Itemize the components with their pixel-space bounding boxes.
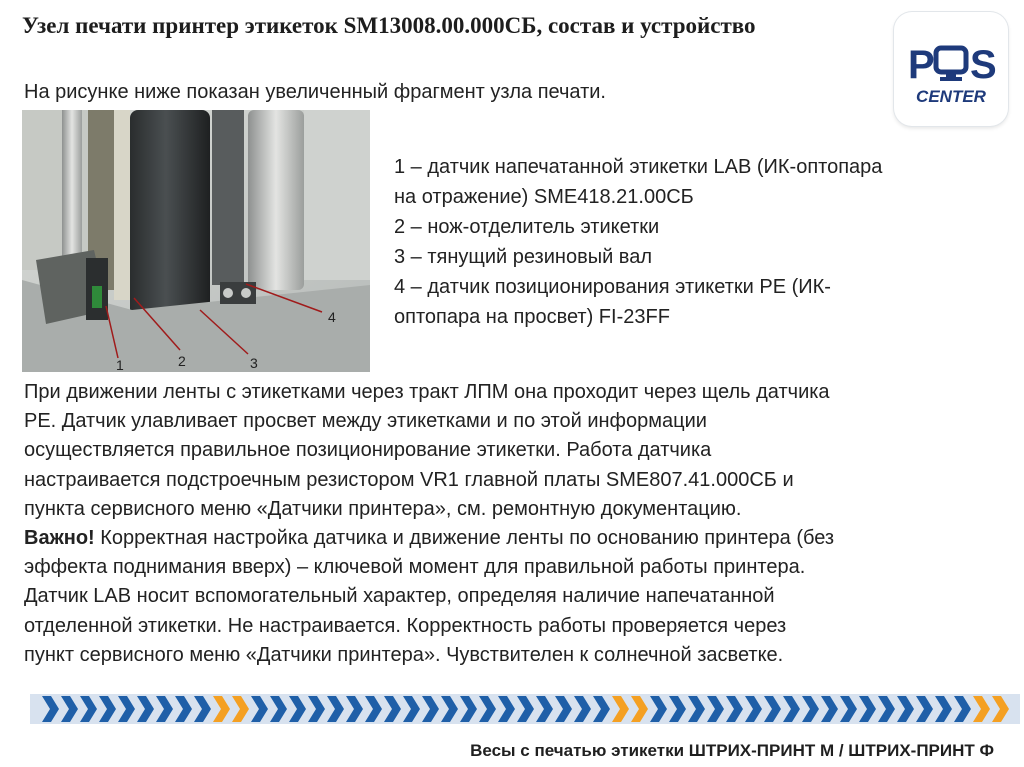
callout-1: 1	[116, 357, 124, 372]
important-text: Корректная настройка датчика и движение ленты по основанию принтера (без	[94, 527, 835, 550]
callout-2: 2	[178, 353, 186, 369]
important-line	[24, 524, 1014, 553]
chevron-progress-bar	[0, 688, 1024, 732]
callout-3: 3	[250, 355, 258, 371]
legend-list	[394, 152, 994, 332]
body-line: пункт сервисного меню «Датчики принтера». Чувствителен к солнечной засветке.	[24, 643, 784, 666]
print-unit-photo	[22, 110, 370, 372]
logo-monitor-icon	[936, 48, 966, 81]
chevron-strip	[0, 688, 1024, 732]
legend-item: на отражение) SME418.21.00СБ	[394, 186, 694, 208]
legend-item: 2 – нож-отделитель этикетки	[394, 216, 660, 238]
page-title: Узел печати принтер этикеток SM13008.00.000СБ, состав и устройство	[22, 13, 756, 38]
legend-item: 3 – тянущий резиновый вал	[394, 246, 652, 268]
description-text	[24, 378, 1014, 670]
body-line: пункта сервисного меню «Датчики принтера», см. ремонтную документацию.	[24, 497, 742, 520]
pos-center-logo	[894, 12, 1008, 126]
body-line: эффекта поднимания вверх) – ключевой момент для правильной работы принтера.	[24, 556, 806, 579]
callout-4: 4	[328, 309, 336, 325]
body-line: При движении ленты с этикетками через тракт ЛПМ она проходит через щель датчика	[24, 381, 830, 403]
logo-center-text: CENTER	[916, 87, 986, 106]
body-line: осуществляется правильное позиционирование этикетки. Работа датчика	[24, 439, 712, 462]
footer-text: Весы с печатью этикетки ШТРИХ-ПРИНТ М / ШТРИХ-ПРИНТ Ф	[470, 741, 994, 760]
body-line: настраивается подстроечным резистором VR1 главной платы SME807.41.000СБ и	[24, 468, 794, 491]
legend-item: 1 – датчик напечатанной этикетки LAB (ИК-оптопара	[394, 156, 883, 178]
body-line: Датчик LAB носит вспомогательный характер, определяя наличие напечатанной	[24, 585, 775, 608]
body-line: отделенной этикетки. Не настраивается. Корректность работы проверяется через	[24, 614, 787, 637]
intro-text: На рисунке ниже показан увеличенный фрагмент узла печати.	[24, 81, 606, 103]
pos-center-logo-graphic	[894, 12, 1008, 126]
important-label: Важно!	[24, 527, 95, 550]
print-unit-illustration	[22, 110, 370, 372]
logo-letter-s: S	[970, 43, 997, 87]
logo-letter-p: P	[908, 43, 935, 87]
body-line: PE. Датчик улавливает просвет между этикетками и по этой информации	[24, 410, 707, 433]
legend-item: оптопара на просвет) FI-23FF	[394, 306, 670, 328]
legend-item: 4 – датчик позиционирования этикетки PE (ИК-	[394, 276, 831, 298]
footer	[0, 733, 1024, 767]
